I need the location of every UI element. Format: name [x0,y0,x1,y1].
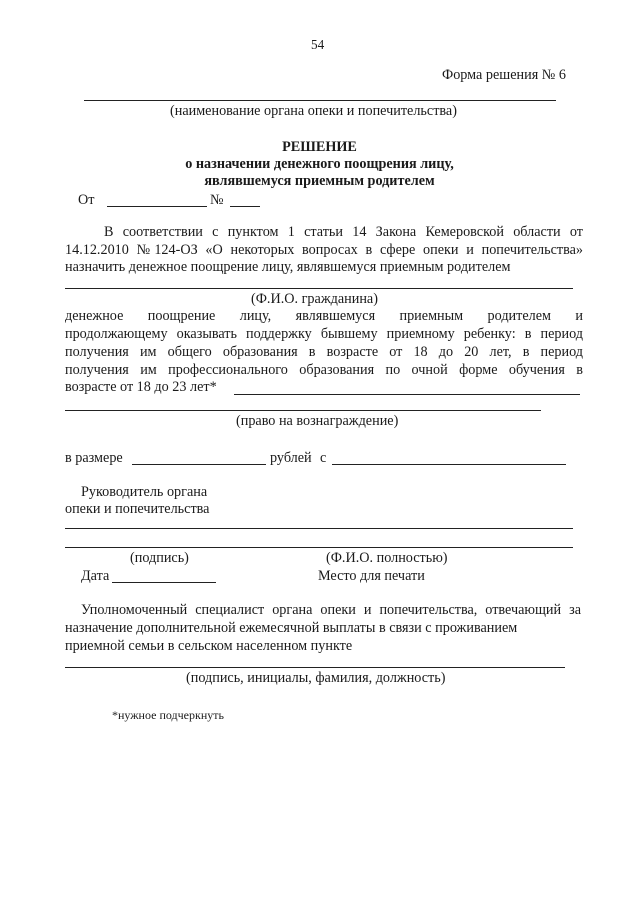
body-line-1: В соответствии с пунктом 1 статьи 14 Закона Кемеровской области от [104,224,583,240]
body-line-2: 14.12.2010 №124-ОЗ «О некоторых вопросах в сфере опеки и попечительства» [65,242,583,258]
date-blank-line [107,206,207,207]
reward-line-1: денежное поощрение лицу, являвшемуся приемным родителем и [65,308,583,324]
reward-line-5: возрасте от 18 до 23 лет* [65,379,217,395]
head-blank-line-1 [65,528,573,529]
specialist-line-3: приемной семьи в сельском населенном пункте [65,638,353,654]
footnote: *нужное подчеркнуть [112,708,224,722]
fio-line [65,288,573,289]
reward-line-3: получения им общего образования в возрасте от 18 до 20 лет, в период [65,344,583,360]
from-label: От [78,192,95,208]
page-number: 54 [311,37,325,52]
number-label: № [210,192,224,208]
signature-caption: (подпись) [130,550,189,566]
amount-blank-line [132,464,266,465]
from-date-label: с [320,450,327,466]
fio-full-caption: (Ф.И.О. полностью) [326,550,448,566]
specialist-caption: (подпись, инициалы, фамилия, должность) [186,670,446,686]
amount-label: в размере [65,450,123,466]
body-line-3: назначить денежное поощрение лицу, являвшемуся приемным родителем [65,259,511,275]
document-subtitle-line1: о назначении денежного поощрения лицу, [185,156,454,172]
date-line [112,582,216,583]
document-title: РЕШЕНИЕ [282,139,357,155]
reward-blank-line-1 [234,394,580,395]
authority-line [84,100,556,101]
reward-line-4: получения им профессионального образования по очной форме обучения в [65,362,583,378]
specialist-line-2: назначение дополнительной ежемесячной выплаты в связи с проживанием [65,620,518,636]
head-line-1: Руководитель органа [81,484,208,500]
number-blank-line [230,206,260,207]
reward-line-2: продолжающему оказывать поддержку бывшему приемному ребенку: в период [65,326,583,342]
authority-caption: (наименование органа опеки и попечительства) [170,103,457,119]
document-subtitle-line2: являвшемуся приемным родителем [204,173,435,189]
head-line-2: опеки и попечительства [65,501,210,517]
specialist-line-1: Уполномоченный специалист органа опеки и попечительства, отвечающий за [81,602,581,618]
fio-caption: (Ф.И.О. гражданина) [251,291,378,307]
form-label: Форма решения № 6 [442,67,566,83]
currency-label: рублей [270,450,312,466]
specialist-blank-line [65,667,565,668]
head-blank-line-2 [65,547,573,548]
seal-label: Место для печати [318,568,425,584]
from-date-blank-line [332,464,566,465]
reward-blank-line-2 [65,410,541,411]
right-caption: (право на вознаграждение) [236,413,399,429]
date-label: Дата [81,568,110,584]
